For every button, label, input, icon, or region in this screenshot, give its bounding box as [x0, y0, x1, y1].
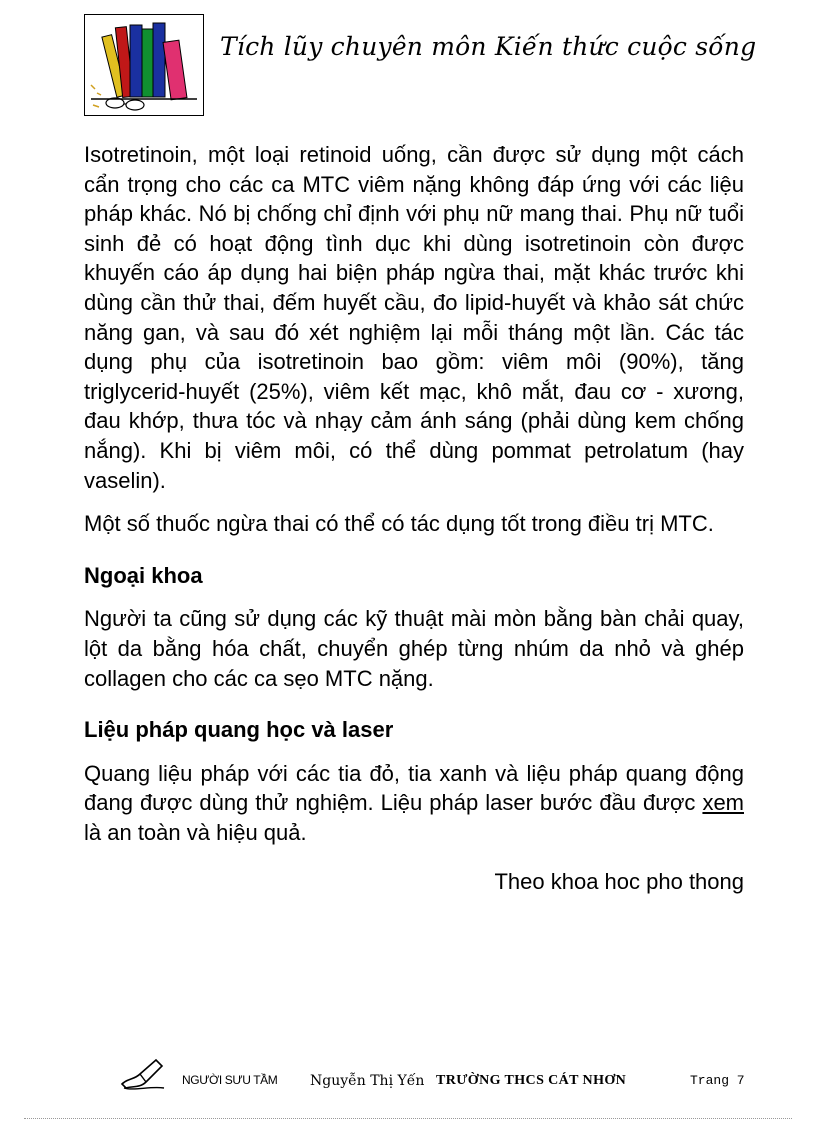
heading-light-laser: Liệu pháp quang học và laser: [84, 717, 394, 743]
paragraph-contraceptives: Một số thuốc ngừa thai có thể có tác dụng tốt trong điều trị MTC.: [84, 511, 714, 537]
header-title: Tích lũy chuyên môn Kiến thức cuộc sống: [220, 32, 757, 61]
paragraph-light-laser-text-end: là an toàn và hiệu quả.: [84, 819, 307, 845]
paragraph-isotretinoin: Isotretinoin, một loại retinoid uống, cần được sử dụng một cách cẩn trọng cho các ca MTC viêm nặng không đáp ứng với các liệu pháp khác. Nó bị chống chỉ định với phụ nữ mang thai. Phụ nữ tuổi sinh đẻ có hoạt động tình dục khi dùng isotretinoin còn được khuyến cáo áp dụng hai biện pháp ngừa thai, mặt khác trước khi dùng cần thử thai, đếm huyết cầu, đo lipid-huyết và khảo sát chức năng gan, và sau đó xét nghiệm lại mỗi tháng một lần. Các tác dụng phụ của isotretinoin bao gồm: viêm môi (90%), tăng triglycerid-huyết (25%), viêm kết mạc, khô mắt, đau cơ - xương, đau khớp, thưa tóc và nhạy cảm ánh sáng (phải dùng kem chống nắng). Khi bị viêm môi, có thể dùng pommat petrolatum (hay vaselin).: [84, 142, 744, 493]
source-attribution: Theo khoa hoc pho thong: [494, 869, 744, 895]
books-illustration-icon: [85, 15, 203, 115]
underlined-word: xem: [702, 790, 744, 816]
page-divider: [24, 1118, 792, 1119]
page-footer: [120, 1058, 760, 1098]
paragraph-light-laser: [84, 759, 744, 848]
pen-writing-icon: [120, 1058, 166, 1092]
heading-surgery: Ngoại khoa: [84, 562, 203, 588]
school-name: TRƯỜNG THCS CÁT NHƠN: [436, 1073, 627, 1088]
paragraph-light-laser-text-start: Quang liệu pháp với các tia đỏ, tia xanh và liệu pháp quang động đang được dùng thử nghiệm. Liệu pháp laser bước đầu được: [84, 760, 744, 816]
article-body: [84, 140, 744, 897]
paragraph-surgery: Người ta cũng sử dụng các kỹ thuật mài mòn bằng bàn chải quay, lột da bằng hóa chất, chuyển ghép từng nhúm da nhỏ và ghép collagen cho các ca sẹo MTC nặng.: [84, 606, 744, 691]
author-name: Nguyễn Thị Yến: [310, 1073, 425, 1089]
books-logo: [84, 14, 204, 116]
collector-label: NGƯỜI SƯU TẦM: [182, 1073, 278, 1087]
page-number: Trang 7: [690, 1073, 745, 1088]
